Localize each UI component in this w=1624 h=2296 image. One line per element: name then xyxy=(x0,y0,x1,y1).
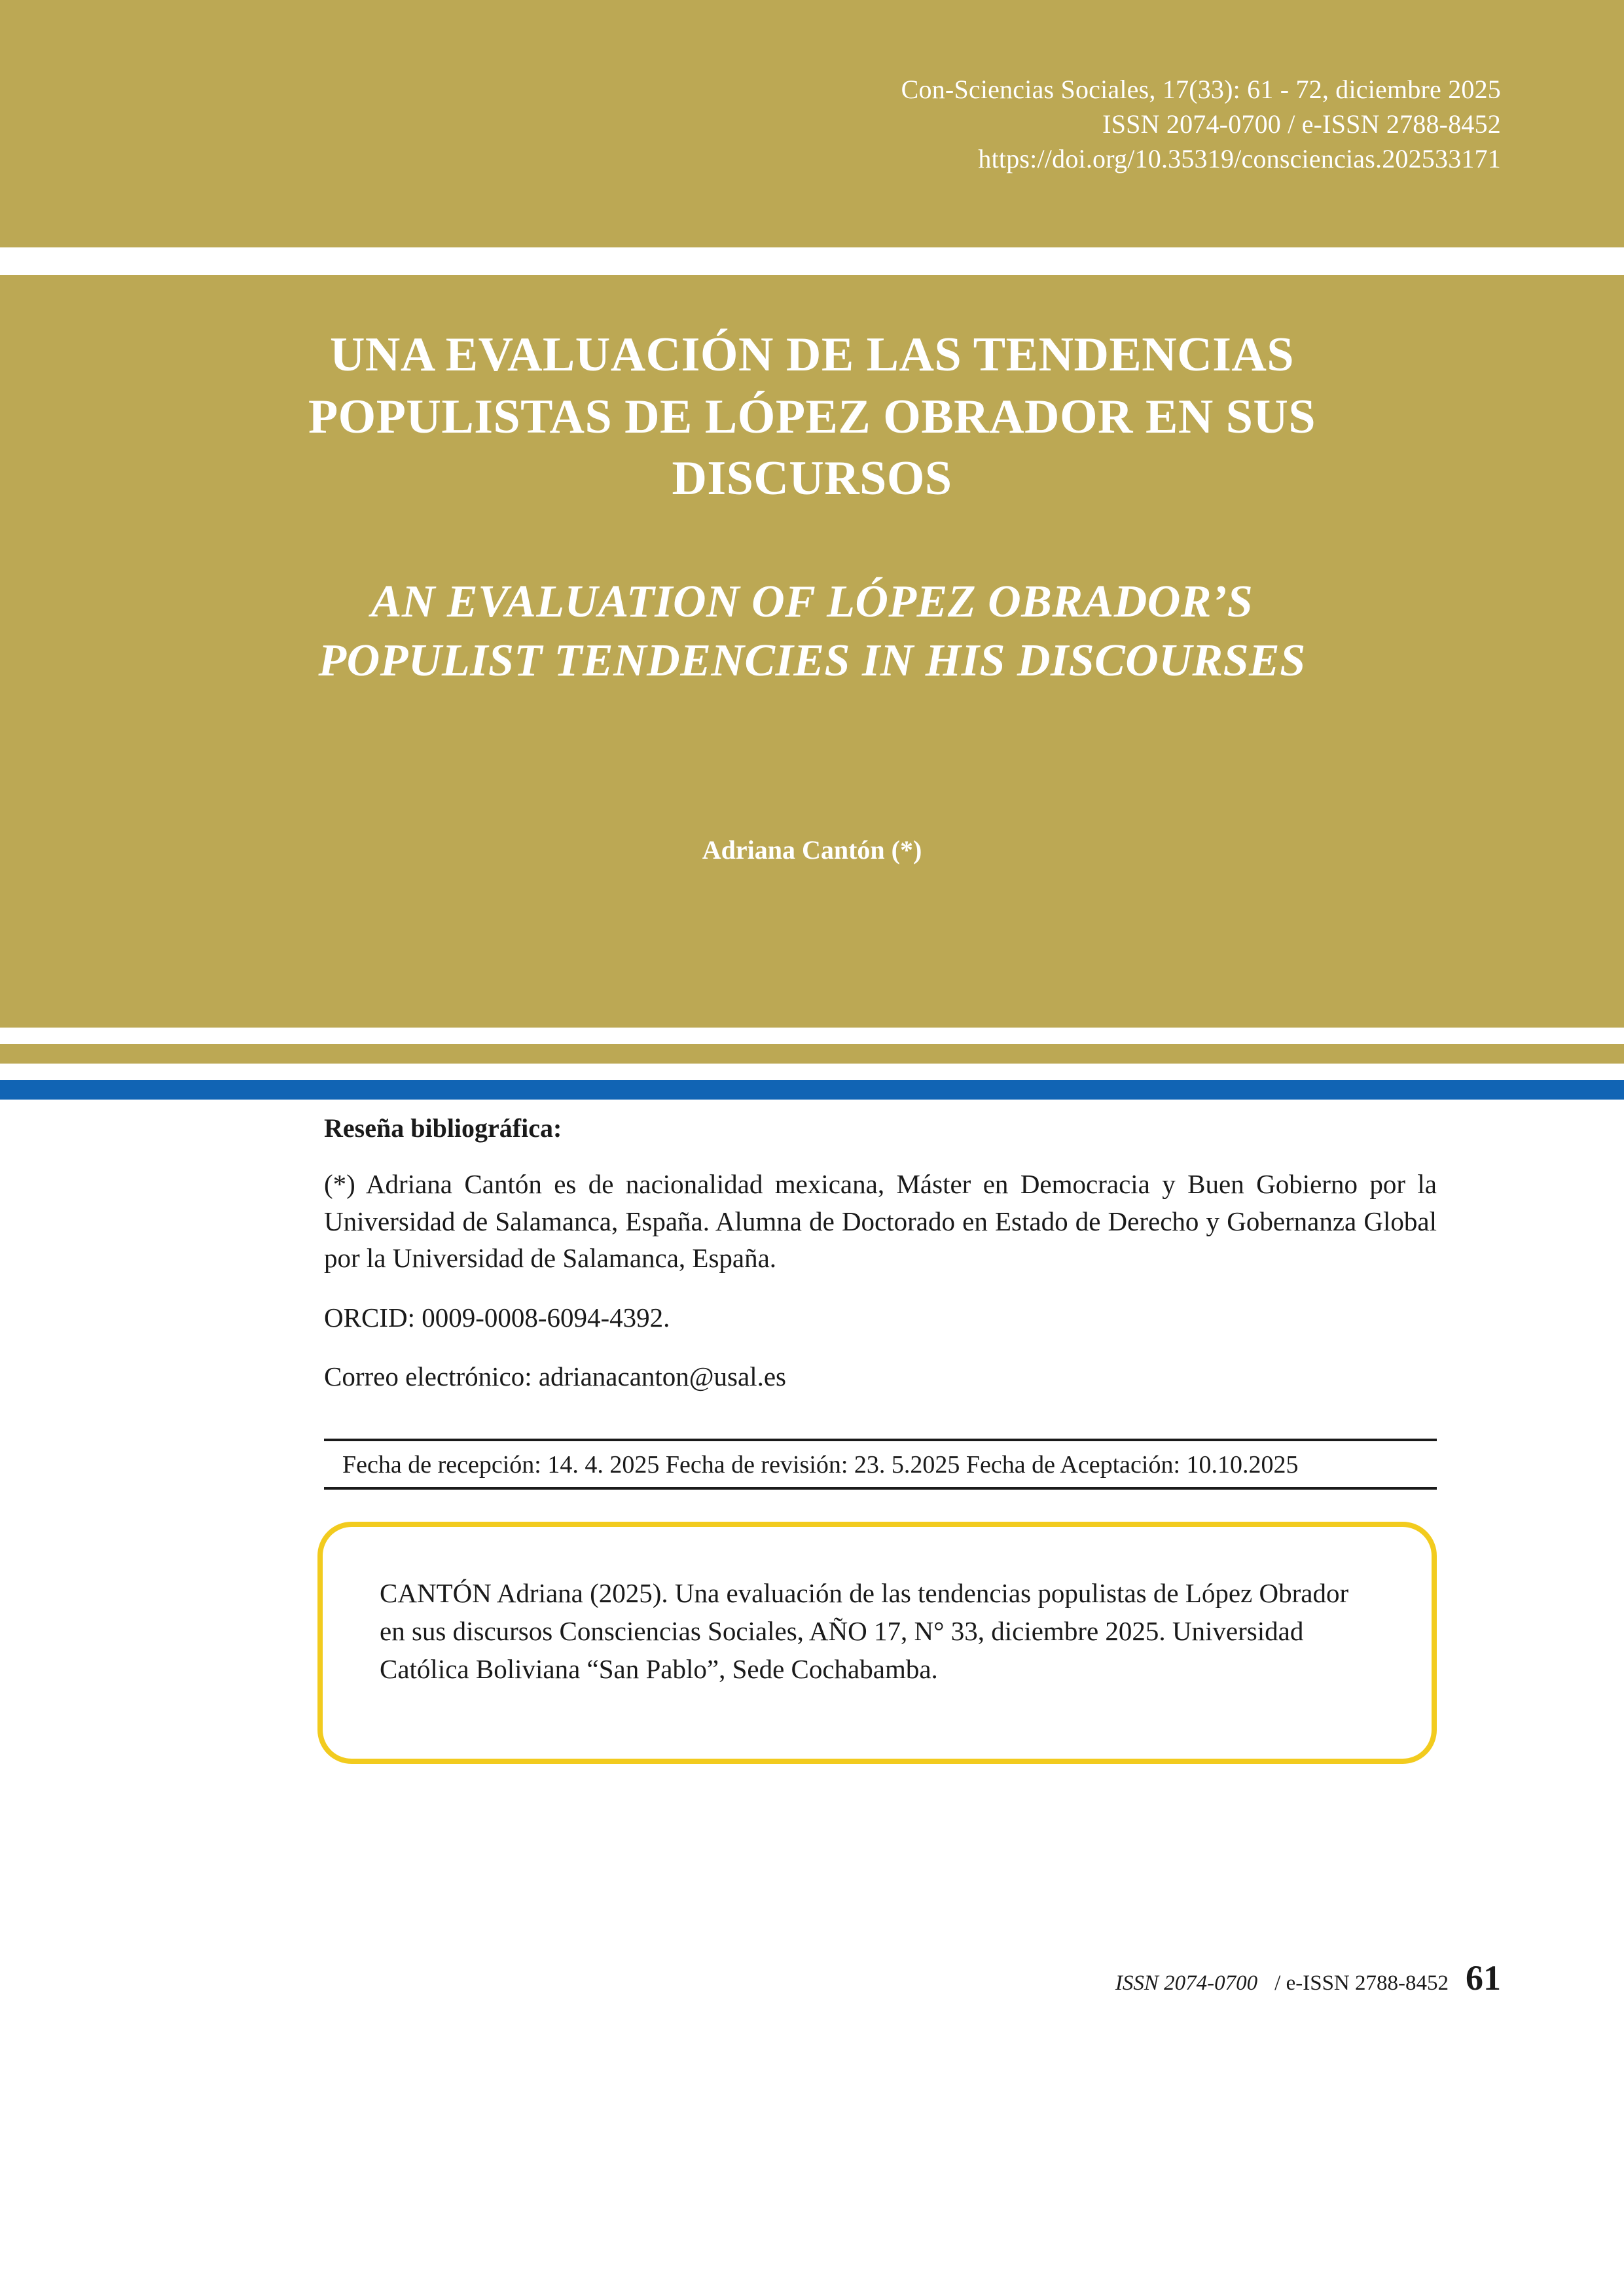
decorative-blue-rule xyxy=(0,1080,1624,1100)
bibliographic-note-section xyxy=(324,1113,1437,1418)
citation-text: CANTÓN Adriana (2025). Una evaluación de las tendencias populistas de López Obrador en sus discursos Consciencias Sociales, AÑO 17, N° 33, diciembre 2025. Universidad Católica Boliviana “San Pablo”, Sede Cochabamba. xyxy=(380,1578,1349,1685)
author-name: Adriana Cantón (*) xyxy=(702,835,922,865)
page-title-english: AN EVALUATION OF LÓPEZ OBRADOR’S POPULIST TENDENCIES IN HIS DISCOURSES xyxy=(318,577,1306,686)
submission-dates-line: Fecha de recepción: 14. 4. 2025 Fecha de revisión: 23. 5.2025 Fecha de Aceptación: 10.10.2025 xyxy=(342,1451,1299,1479)
masthead-issn-line: ISSN 2074-0700 / e-ISSN 2788-8452 xyxy=(1102,109,1501,139)
bio-paragraph: (*) Adriana Cantón es de nacionalidad mexicana, Máster en Democracia y Buen Gobierno por la Universidad de Salamanca, España. Alumna de Doctorado en Estado de Derecho y Gobernanza Global por la Universidad de Salamanca, España. xyxy=(324,1169,1437,1274)
bio-heading: Reseña bibliográfica: xyxy=(324,1113,562,1143)
masthead-doi-line[interactable]: https://doi.org/10.35319/consciencias.202533171 xyxy=(978,144,1501,174)
masthead-journal-line: Con-Sciencias Sociales, 17(33): 61 - 72, diciembre 2025 xyxy=(901,75,1501,104)
masthead-band xyxy=(0,0,1624,247)
orcid-line: ORCID: 0009-0008-6094-4392. xyxy=(324,1302,670,1333)
submission-dates-block xyxy=(324,1439,1437,1490)
email-line[interactable]: Correo electrónico: adrianacanton@usal.es xyxy=(324,1361,786,1392)
decorative-gold-rule xyxy=(0,1044,1624,1064)
page-title-spanish: UNA EVALUACIÓN DE LAS TENDENCIAS POPULISTAS DE LÓPEZ OBRADOR EN SUS DISCURSOS xyxy=(308,328,1316,506)
page-footer xyxy=(1115,1958,1501,1998)
masthead-citation-block xyxy=(901,72,1501,177)
title-band xyxy=(0,275,1624,1028)
footer-issn-electronic: / e-ISSN 2788-8452 xyxy=(1274,1971,1449,1995)
page-number: 61 xyxy=(1466,1958,1501,1998)
dates-rule-bottom xyxy=(324,1487,1437,1490)
footer-issn-print: ISSN 2074-0700 xyxy=(1115,1971,1258,1995)
citation-box xyxy=(317,1522,1437,1764)
